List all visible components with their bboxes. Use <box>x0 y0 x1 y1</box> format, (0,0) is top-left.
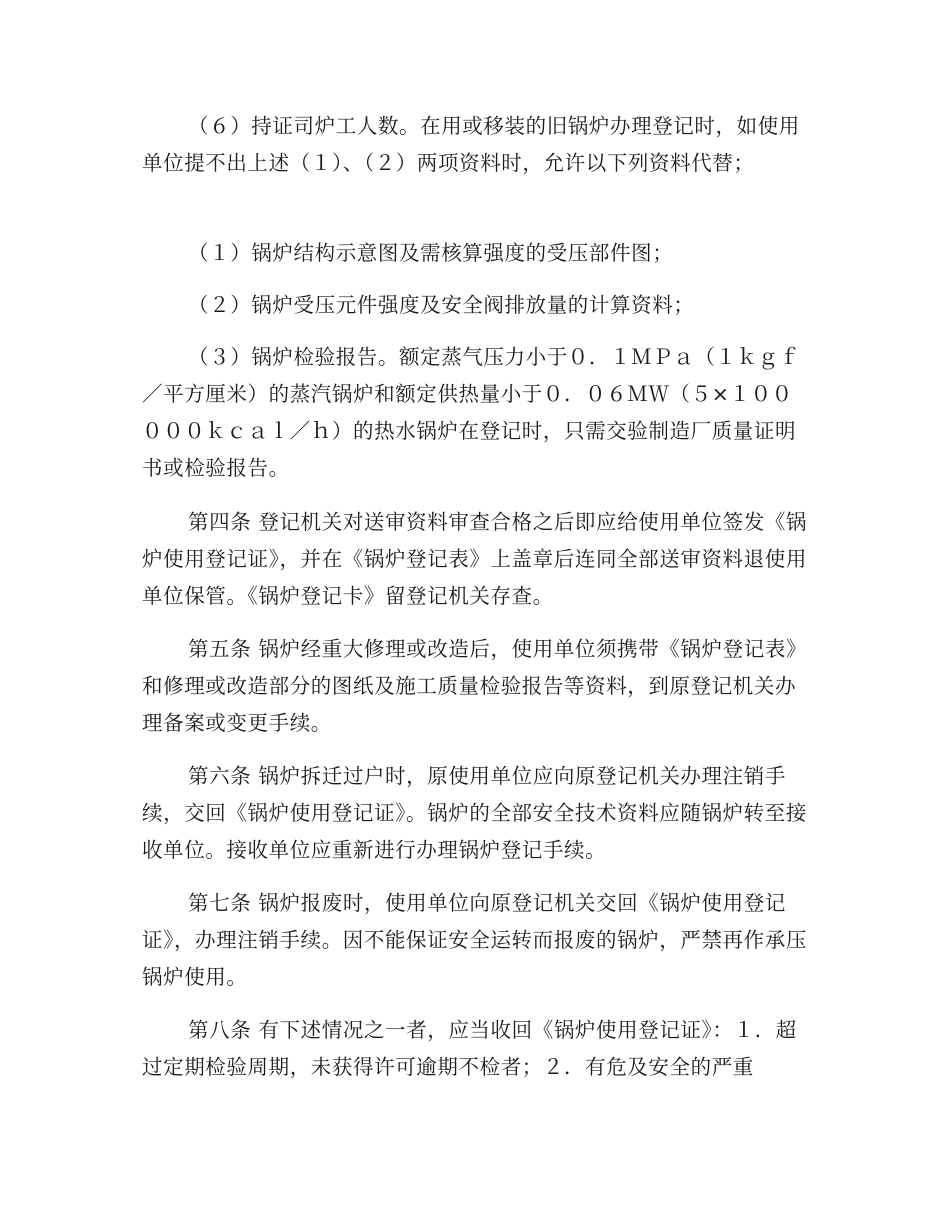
paragraph-article-5: 第五条 锅炉经重大修理或改造后，使用单位须携带《锅炉登记表》和修理或改造部分的图纸及施工质量检验报告等资料，到原登记机关办理备案或变更手续。 <box>142 637 808 735</box>
paragraph-substitute-3: （３）锅炉检验报告。额定蒸气压力小于０．１ＭＰａ（１ｋｇｆ／平方厘米）的蒸汽锅炉和额定供热量小于０．０６ＭＷ（５×１０００００ｋｃａｌ／ｈ）的热水锅炉在登记时，只需交验制造厂质量证明书或检验报告。 <box>142 345 800 480</box>
paragraph-article-8: 第八条 有下述情况之一者，应当收回《锅炉使用登记证》：１．超过定期检验周期，未获得许可逾期不检者；２．有危及安全的严重 <box>142 1018 797 1079</box>
paragraph-item-6-operators: （６）持证司炉工人数。在用或移装的旧锅炉办理登记时，如使用单位提不出上述（１）、（２）两项资料时，允许以下列资料代替； <box>142 114 800 175</box>
paragraph-substitute-2: （２）锅炉受压元件强度及安全阀排放量的计算资料； <box>188 293 695 317</box>
paragraph-article-6: 第六条 锅炉拆迁过户时，原使用单位应向原登记机关办理注销手续，交回《锅炉使用登记证》。锅炉的全部安全技术资料应随锅炉转至接收单位。接收单位应重新进行办理锅炉登记手续。 <box>142 764 807 862</box>
paragraph-article-7: 第七条 锅炉报废时，使用单位向原登记机关交回《锅炉使用登记证》，办理注销手续。因不能保证安全运转而报废的锅炉，严禁再作承压锅炉使用。 <box>142 891 807 989</box>
paragraph-article-4: 第四条 登记机关对送审资料审查合格之后即应给使用单位签发《锅炉使用登记证》，并在《锅炉登记表》上盖章后连同全部送审资料退使用单位保管。《锅炉登记卡》留登记机关存查。 <box>142 510 808 608</box>
paragraph-substitute-1: （１）锅炉结构示意图及需核算强度的受压部件图； <box>188 241 674 265</box>
